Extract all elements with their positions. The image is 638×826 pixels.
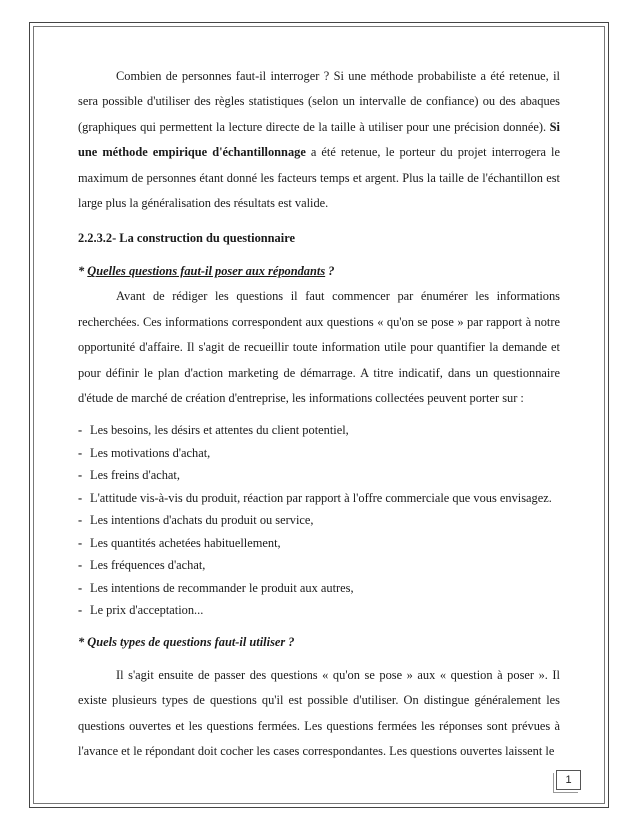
list-item: - Les fréquences d'achat, [78,558,206,573]
page-content [78,64,560,765]
question-heading-what-underlined: Quelles questions faut-il poser aux répondants [87,264,326,279]
list-item: - Les intentions d'achats du produit ou service, [78,513,314,528]
question-heading-types: * Quels types de questions faut-il utiliser ? [78,634,295,649]
page-number: 1 [556,770,581,790]
list-item: - Les freins d'achat, [78,468,180,483]
bold-empirical-method: Si une méthode empirique d'échantillonnage [78,119,560,160]
paragraph-information: Avant de rédiger les questions il faut commencer par énumérer les informations recherchées. Ces informations correspondent aux questions « qu'on se pose » par rapport à notre opportunité d'affaire. Il s'agit de recueillir toute information utile pour quantifier la demande et pour définir le plan d'action marketing de démarrage. A titre indicatif, dans un questionnaire d'étude de marché de création d'entreprise, les informations collectées peuvent porter sur : [78,289,560,406]
list-item: - Le prix d'acceptation... [78,603,204,618]
information-list [78,419,560,622]
list-item: - Les intentions de recommander le produit aux autres, [78,580,354,595]
list-item: - Les motivations d'achat, [78,445,211,460]
question-heading-what: * Quelles questions faut-il poser aux répondants ? [78,264,335,279]
paragraph-question-types: Il s'agit ensuite de passer des questions « qu'on se pose » aux « question à poser ». Il existe plusieurs types de questions qu'il est possible d'utiliser. On distingue généralement les questions ouvertes et les questions fermées. Les questions fermées les réponses sont prévues à l'avance et le répondant doit cocher les cases correspondantes. Les questions ouvertes laissent le [78,667,560,759]
list-item: - Les besoins, les désirs et attentes du client potentiel, [78,423,349,438]
section-heading: 2.2.3.2- La construction du questionnaire [78,231,295,246]
list-item: - Les quantités achetées habituellement, [78,535,281,550]
list-item: - L'attitude vis-à-vis du produit, réaction par rapport à l'offre commerciale que vous envisagez. [78,490,552,505]
paragraph-sample-size: Combien de personnes faut-il interroger ? Si une méthode probabiliste a été retenue, il sera possible d'utiliser des règles statistiques (selon un intervalle de confiance) ou des abaques (graphiques qui permettent la lecture directe de la taille à utiliser pour une précision donnée). Si une méthode empirique d'échantillonnage a été retenue, le porteur du projet interrogera le maximum de personnes étant donné les facteurs temps et argent. Plus la taille de l'échantillon est large plus la généralisation des résultats est valide. [78,69,560,211]
